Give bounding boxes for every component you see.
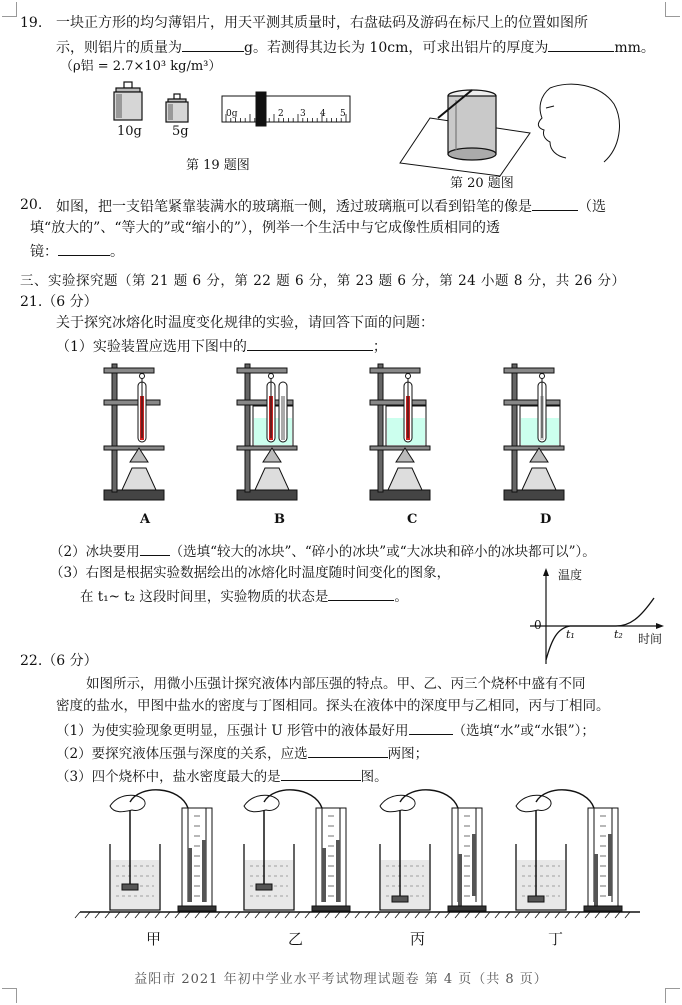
q21-part1 <box>56 336 387 356</box>
crop-mark-top-left <box>2 2 17 17</box>
apparatus-a-icon <box>104 364 164 500</box>
q21-part2 <box>50 541 596 561</box>
q21-part1-end: ； <box>372 339 387 355</box>
q22-part1b: （选填“水”或“水银”）； <box>452 723 595 739</box>
beaker-label-yi: 乙 <box>288 930 304 948</box>
apparatus-c-icon <box>370 364 430 500</box>
q22-part2b: 两图； <box>387 746 429 762</box>
q21-part1-text: （1）实验装置应选用下图中的 <box>56 339 247 355</box>
pressure-setup-bing-icon <box>380 790 486 911</box>
scale-label-2: 2 <box>278 109 284 119</box>
q19-caption: 第 19 题图 <box>186 158 250 173</box>
q19-line1: 一块正方形的均匀薄铝片，用天平测其质量时，右盘砝码及游码在标尺上的位置如图所 <box>56 15 588 31</box>
q19-density: （ρ铝 = 2.7×10³ kg/m³） <box>60 59 222 74</box>
apparatus-label-b: B <box>274 512 285 527</box>
q20-line3b: 。 <box>110 244 124 260</box>
q21-part3-line2 <box>80 586 408 606</box>
q20-number: 20. <box>20 197 43 213</box>
q21-part2b: （选填“较大的冰块”、“碎小的冰块”或“大冰块和碎小的冰块都可以”）。 <box>169 544 596 560</box>
q21-state-blank[interactable] <box>328 586 394 601</box>
glass-bottle-icon <box>448 90 496 160</box>
pressure-setup-yi-icon <box>244 790 350 911</box>
scale-label-4: 4 <box>320 109 326 119</box>
beaker-label-ding: 丁 <box>548 930 564 948</box>
q20-image-blank[interactable] <box>532 196 578 211</box>
q22-part1 <box>56 720 595 740</box>
rider-scale-icon <box>222 92 350 126</box>
q20-figure <box>400 78 660 178</box>
q20-line1 <box>56 196 606 216</box>
q20-line1a: 如图，把一支铅笔紧靠装满水的玻璃瓶一侧，透过玻璃瓶可以看到铅笔的像是 <box>56 199 532 215</box>
weight2-label: 5g <box>172 124 189 139</box>
q22-part1a: （1）为使实验现象更明显，压强计 U 形管中的液体最好用 <box>56 723 409 739</box>
q22-part2a: （2）要探究液体压强与深度的关系，应选 <box>56 746 308 762</box>
q19-number: 19. <box>20 15 43 31</box>
q22-intro2: 密度的盐水，甲图中盐水的密度与丁图相同。探头在液体中的深度甲与乙相同，丙与丁相同。 <box>56 698 610 714</box>
q20-caption: 第 20 题图 <box>450 176 514 191</box>
q19-line2b: g。若测得其边长为 10cm，可求出铝片的厚度为 <box>244 40 549 56</box>
q21-part3c: 。 <box>394 589 408 605</box>
q22-depth-blank[interactable] <box>308 743 388 758</box>
q22-part3b: 图。 <box>360 769 388 785</box>
weight-10g-icon <box>114 82 142 120</box>
scale-label-0: 0g <box>226 109 238 119</box>
q19-thickness-blank[interactable] <box>548 37 614 52</box>
q22-liquid-blank[interactable] <box>409 720 453 735</box>
scale-label-3: 3 <box>300 109 306 119</box>
q22-intro1: 如图所示，用微小压强计探究液体内部压强的特点。甲、乙、丙三个烧杯中盛有不同 <box>86 676 586 692</box>
q21-ice-blank[interactable] <box>140 541 170 556</box>
q20-line3a: 镜： <box>30 244 58 260</box>
melting-graph <box>530 568 670 668</box>
beaker-label-bing: 丙 <box>410 930 426 948</box>
apparatus-d-icon <box>504 364 564 500</box>
pressure-setup-ding-icon <box>516 790 622 911</box>
section3-heading: 三、实验探究题（第 21 题 6 分，第 22 题 6 分，第 23 题 6 分，第 24 小题 8 分，共 26 分） <box>20 273 626 289</box>
q22-header: 22.（6 分） <box>20 653 98 669</box>
q21-intro: 关于探究冰熔化时温度变化规律的实验，请回答下面的问题： <box>56 315 434 331</box>
q22-density-blank[interactable] <box>281 766 361 781</box>
apparatus-label-d: D <box>540 512 552 527</box>
graph-curve <box>546 598 654 660</box>
q19-figure <box>110 80 370 140</box>
apparatus-label-a: A <box>140 512 151 527</box>
beaker-label-jia: 甲 <box>146 930 162 948</box>
graph-ylabel: 温度 <box>558 568 583 582</box>
graph-xlabel: 时间 <box>638 632 663 646</box>
q19-line2c: mm。 <box>614 40 655 56</box>
graph-t2: t₂ <box>614 628 623 641</box>
q22-part2 <box>56 743 428 763</box>
crop-mark-bottom-left <box>2 988 17 1003</box>
graph-t1: t₁ <box>566 628 575 641</box>
q21-apparatus-figure <box>100 358 570 508</box>
q21-header: 21.（6 分） <box>20 294 98 310</box>
face-profile-icon <box>538 84 619 162</box>
apparatus-label-c: C <box>407 512 418 527</box>
q19-line2 <box>56 37 655 57</box>
scale-label-5: 5 <box>340 109 346 119</box>
q22-pressure-figure <box>80 788 640 918</box>
crop-mark-top-right <box>665 2 680 17</box>
q19-line2a: 示，则铝片的质量为 <box>56 40 182 56</box>
q21-apparatus-blank[interactable] <box>247 336 373 351</box>
q20-line1b: （选 <box>578 199 606 215</box>
q22-part3 <box>56 766 388 786</box>
pressure-setup-jia-icon <box>110 790 216 911</box>
q21-part3b: 在 t₁~ t₂ 这段时间里，实验物质的状态是 <box>80 589 329 605</box>
apparatus-b-icon <box>237 364 297 500</box>
q21-part2a: （2）冰块要用 <box>50 544 140 560</box>
q20-line2: 填“放大的”、“等大的”或“缩小的”），例举一个生活中与它成像性质相同的透 <box>30 220 500 236</box>
q19-mass-blank[interactable] <box>182 37 244 52</box>
weight1-label: 10g <box>117 124 142 139</box>
q22-part3a: （3）四个烧杯中，盐水密度最大的是 <box>56 769 281 785</box>
scale-label-1: 1 <box>256 109 262 119</box>
crop-mark-bottom-right <box>665 988 680 1003</box>
graph-origin: 0 <box>534 618 542 632</box>
weight-5g-icon <box>166 94 188 122</box>
q20-line3 <box>30 241 124 261</box>
page-footer: 益阳市 2021 年初中学业水平考试物理试题卷 第 4 页（共 8 页） <box>134 972 548 987</box>
q21-part3-line1: （3）右图是根据实验数据绘出的冰熔化时温度随时间变化的图象， <box>50 565 451 581</box>
q20-lens-blank[interactable] <box>58 241 110 256</box>
